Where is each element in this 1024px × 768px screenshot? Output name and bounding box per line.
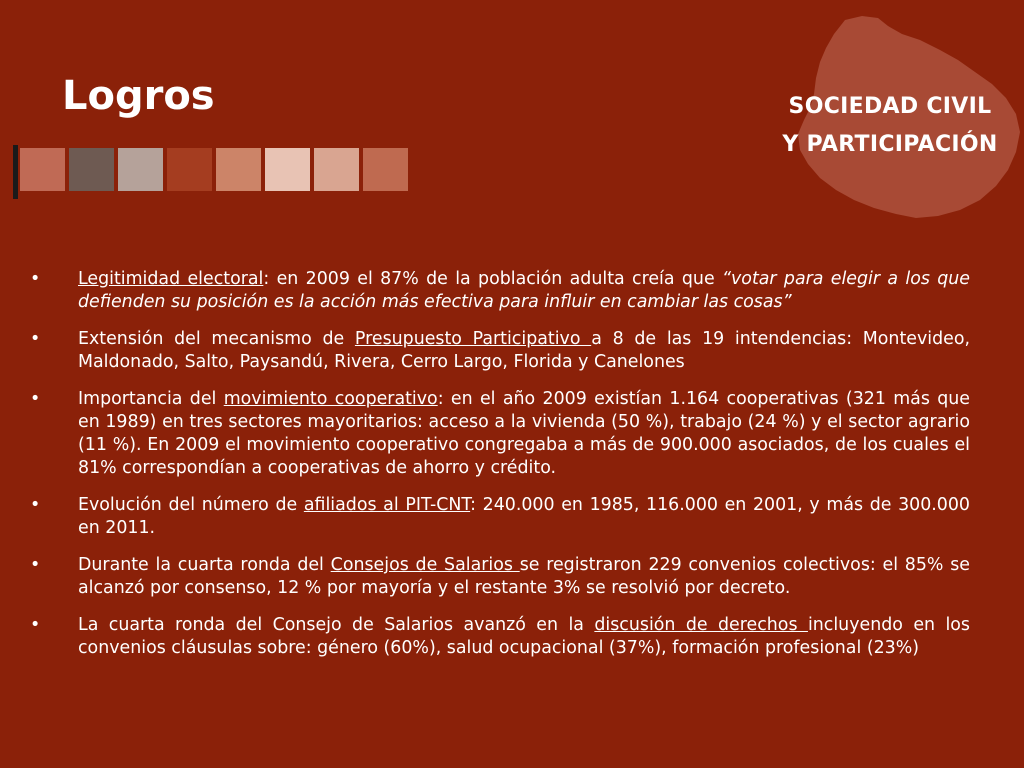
bullet-text: La cuarta ronda del Consejo de Salarios avanzó en la [78,615,595,635]
bullet-dot-icon: • [30,329,41,349]
bullet-item [30,268,970,314]
color-swatch-6 [265,148,310,191]
bullet-item [30,494,970,540]
bullet-text: Evolución del número de [78,495,304,515]
bullet-item [30,614,970,660]
brand-heading [760,88,1020,164]
swatch-accent-bar [13,145,18,199]
bullet-dot-icon: • [30,495,41,515]
color-swatch-1 [20,148,65,191]
bullet-text: Durante la cuarta ronda del [78,555,331,575]
color-swatch-8 [363,148,408,191]
underlined-term: Presupuesto Participativo [354,329,592,349]
underlined-term: discusión de derechos [594,615,808,635]
bullet-dot-icon: • [30,269,41,289]
bullet-dot-icon: • [30,615,41,635]
color-swatch-2 [69,148,114,191]
underlined-term: Legitimidad electoral [78,269,264,289]
bullet-dot-icon: • [30,555,41,575]
bullet-text: : 240.000 en 1985, 116.000 en 2001, y más de 300.000 en 2011. [78,495,970,538]
bullet-text: Extensión del mecanismo de [78,329,355,349]
bullet-item [30,328,970,374]
bullet-list [30,268,970,660]
bullet-text: : en el año 2009 existían 1.164 cooperativas (321 más que en 1989) en tres sectores mayoritarios: acceso a la vivienda (50 %), trabajo (24 %) y el sector agrario (11 %). En 2009 el movimiento cooperativo congregaba a más de 900.000 asociados, de los cuales el 81% correspondían a cooperativas de ahorro y crédito. [78,389,971,478]
underlined-term: afiliados al PIT-CNT [303,495,471,515]
slide-title: Logros [62,73,215,119]
underlined-term: movimiento cooperativo [223,389,438,409]
color-swatch-3 [118,148,163,191]
color-swatch-strip [20,148,408,191]
bullet-text: Importancia del [78,389,224,409]
slide-body [30,268,970,674]
underlined-term: Consejos de Salarios [330,555,520,575]
bullet-item [30,388,970,480]
bullet-text: : en 2009 el 87% de la población adulta creía que [263,269,722,289]
bullet-dot-icon: • [30,389,41,409]
brand-line-2: Y PARTICIPACIÓN [782,132,998,157]
bullet-text: se registraron 229 convenios colectivos: el 85% se alcanzó por consenso, 12 % por mayoría y el restante 3% se resolvió por decreto. [78,555,970,598]
color-swatch-7 [314,148,359,191]
quote-text: “votar para elegir a los que defienden su posición es la acción más efectiva para influir en cambiar las cosas” [78,269,971,312]
bullet-item [30,554,970,600]
brand-line-1: SOCIEDAD CIVIL [788,94,992,119]
bullet-text: a 8 de las 19 intendencias: Montevideo, Maldonado, Salto, Paysandú, Rivera, Cerro Largo, Florida y Canelones [78,329,970,372]
color-swatch-5 [216,148,261,191]
bullet-text: incluyendo en los convenios cláusulas sobre: género (60%), salud ocupacional (37%), formación profesional (23%) [78,615,970,658]
color-swatch-4 [167,148,212,191]
